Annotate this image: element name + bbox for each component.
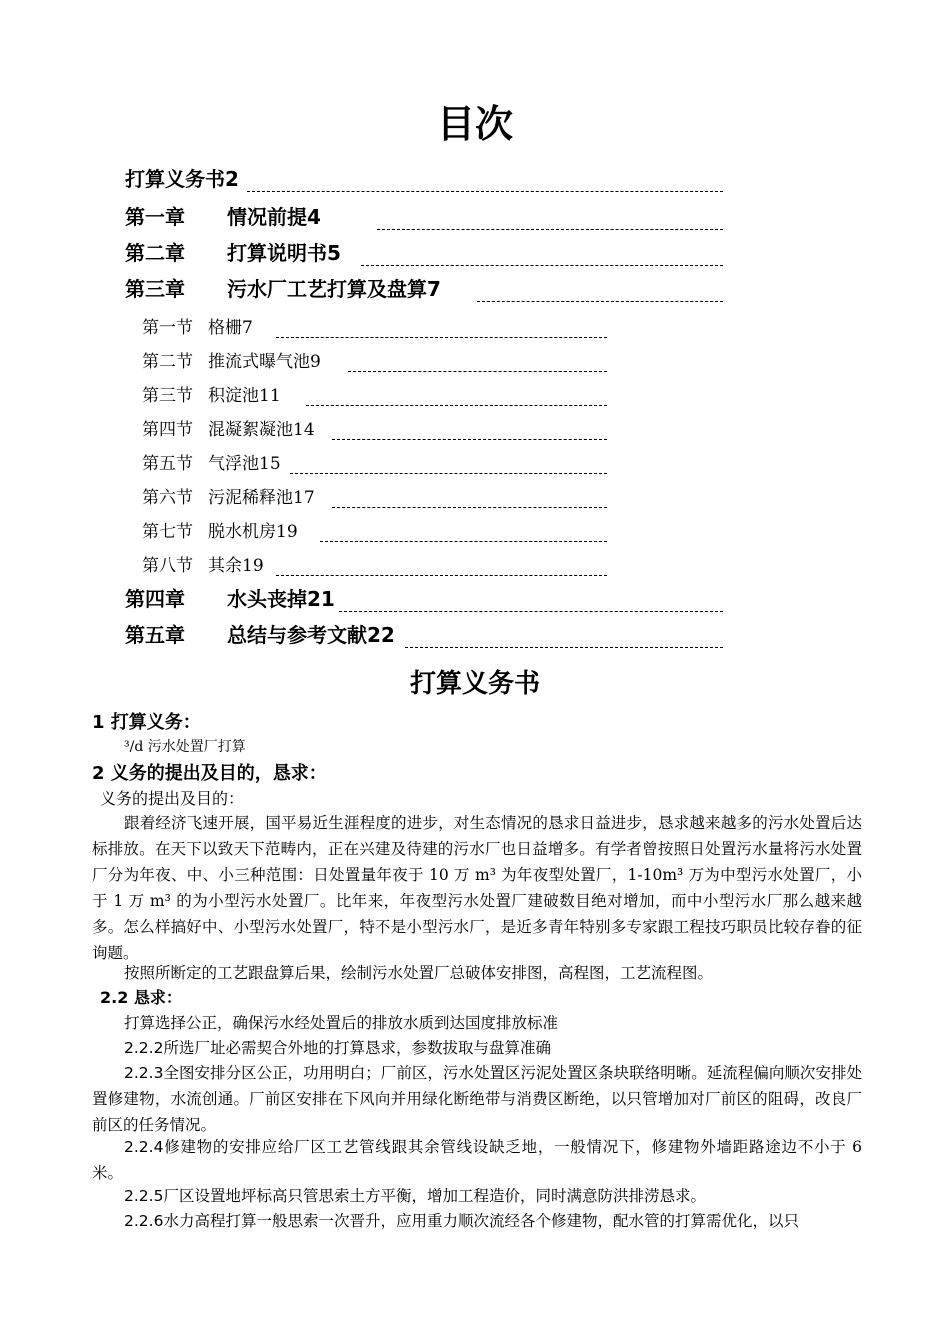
requirement-6 (92, 1208, 862, 1234)
toc-entry-title: 气浮池15 (208, 454, 281, 474)
toc-entry-section-1[interactable] (142, 312, 607, 342)
toc-entry-title: 打算义务书2 (125, 167, 239, 191)
toc-entry-title: 污水厂工艺打算及盘算7 (227, 277, 441, 301)
toc-leader (306, 405, 607, 406)
toc-entry-chapter-4[interactable] (125, 586, 723, 616)
requirement-number: 2.2.2 (124, 1039, 164, 1057)
toc-leader (320, 541, 607, 542)
toc-entry-title: 水头丧掉21 (227, 587, 335, 611)
toc-entry-title: 其余19 (208, 556, 264, 576)
paragraph-background: 跟着经济飞速开展，国平易近生涯程度的进步，对生态情况的恳求日益进步，恳求越来越多的污水处置后达标排放。在天下以致天下范畴内，正在兴建及待建的污水厂也日益增多。有学者曾按照日处置污水量将污水处置厂分为年夜、中、小三种范围：日处置量年夜于 10 万 m³ 为年夜型处置厂，1-10m³ 万为中型污水处置厂，小于 1 万 m³ 的为小型污水处置厂。比年来，年夜型污水处置厂建破数目绝对增加，而中小型污水厂那么越来越多。怎么样搞好中、小型污水处置厂，特不是小型污水厂，是近多青年特别多专家跟工程技巧职员比较存眷的征询题。 (92, 814, 862, 962)
toc-entry-section-8[interactable] (142, 550, 607, 580)
toc-entry-section-3[interactable] (142, 380, 607, 410)
toc-entry-number: 第一节 (142, 318, 193, 338)
toc-leader (477, 301, 723, 302)
toc-leader (405, 647, 723, 648)
subheading-requirements: 2.2 恳求： (100, 988, 182, 1007)
heading-goal: 2 义务的提出及目的，恳求： (92, 763, 327, 784)
requirement-number: 2.2.4 (124, 1138, 164, 1156)
toc-leader (276, 337, 607, 338)
paragraph-deliverables: 按照所断定的工艺跟盘算后果，绘制污水处置厂总破体安排图，高程图，工艺流程图。 (124, 964, 714, 982)
toc-entry-title: 混凝絮凝池14 (208, 420, 315, 440)
toc-entry-section-4[interactable] (142, 414, 607, 444)
toc-leader (332, 507, 607, 508)
page-title: 目次 (436, 102, 513, 146)
requirement-5 (92, 1183, 862, 1209)
toc-entry-number: 第五节 (142, 454, 193, 474)
toc-leader (332, 439, 607, 440)
section-title: 打算义务书 (409, 669, 540, 699)
toc-entry-title: 情况前提4 (227, 205, 321, 229)
toc-entry-number: 第四章 (125, 587, 185, 611)
toc-leader (377, 229, 723, 230)
toc-entry-section-6[interactable] (142, 482, 607, 512)
toc-leader (290, 473, 607, 474)
toc-entry-title: 推流式曝气池9 (208, 352, 321, 372)
requirement-1: 打算选择公正，确保污水经处置后的排放水质到达国度排放标准 (124, 1014, 559, 1032)
toc-leader (361, 265, 723, 266)
subheading-goal: 义务的提出及目的： (100, 789, 245, 808)
requirement-text: 水力高程打算一般思索一次晋升，应用重力顺次流经各个修建物，配水管的打算需优化，以只 (163, 1212, 799, 1230)
task-text: ³/d 污水处置厂打算 (124, 739, 246, 755)
requirement-text: 修建物的安排应给厂区工艺管线跟其余管线设缺乏地，一般情况下，修建物外墙距路途边不小于 6 米。 (92, 1138, 862, 1182)
requirement-text: 厂区设置地坪标高只管思索土方平衡，增加工程造价，同时满意防洪排涝恳求。 (163, 1187, 706, 1205)
toc-entry-title: 打算说明书5 (227, 241, 341, 265)
toc-leader (339, 611, 723, 612)
toc-entry-title: 总结与参考文献22 (227, 623, 395, 647)
toc-entry-task-book[interactable] (125, 166, 723, 196)
toc-entry-title: 格栅7 (208, 318, 253, 338)
toc-entry-section-2[interactable] (142, 346, 607, 376)
requirement-number: 2.2.5 (124, 1187, 164, 1205)
toc-entry-number: 第八节 (142, 556, 193, 576)
requirement-number: 2.2.3 (124, 1064, 164, 1082)
toc-entry-section-5[interactable] (142, 448, 607, 478)
toc-entry-number: 第六节 (142, 488, 193, 508)
toc-entry-chapter-5[interactable] (125, 622, 723, 652)
toc-leader (276, 575, 607, 576)
toc-entry-title: 污泥稀释池17 (208, 488, 315, 508)
requirement-text: 全图安排分区公正，功用明白；厂前区，污水处置区污泥处置区条块联络明晰。延流程偏向顺次安排处置修建物，水流创通。厂前区安排在下风向并用绿化断绝带与消费区断绝，以只管增加对厂前区的阻碍，改良厂前区的任务情况。 (92, 1064, 862, 1134)
toc-entry-number: 第一章 (125, 205, 185, 229)
toc-entry-title: 脱水机房19 (208, 522, 298, 542)
heading-task: 1 打算义务： (92, 712, 201, 733)
requirement-text: 所选厂址必需契合外地的打算恳求，参数拔取与盘算准确 (163, 1039, 551, 1057)
toc-entry-number: 第三节 (142, 386, 193, 406)
requirement-number: 2.2.6 (124, 1212, 164, 1230)
toc-entry-number: 第五章 (125, 623, 185, 647)
toc-entry-number: 第四节 (142, 420, 193, 440)
toc-entry-chapter-2[interactable] (125, 240, 723, 270)
toc-entry-section-7[interactable] (142, 516, 607, 546)
requirement-2 (92, 1035, 862, 1061)
toc-entry-chapter-3[interactable] (125, 276, 723, 306)
toc-leader (247, 191, 723, 192)
toc-entry-chapter-1[interactable] (125, 204, 723, 234)
toc-leader (348, 371, 607, 372)
toc-entry-title: 积淀池11 (208, 386, 281, 406)
toc-entry-number: 第七节 (142, 522, 193, 542)
toc-entry-number: 第二章 (125, 241, 185, 265)
toc-entry-number: 第三章 (125, 277, 185, 301)
toc-entry-number: 第二节 (142, 352, 193, 372)
requirement-3 (92, 1060, 862, 1138)
requirement-4 (92, 1134, 862, 1186)
